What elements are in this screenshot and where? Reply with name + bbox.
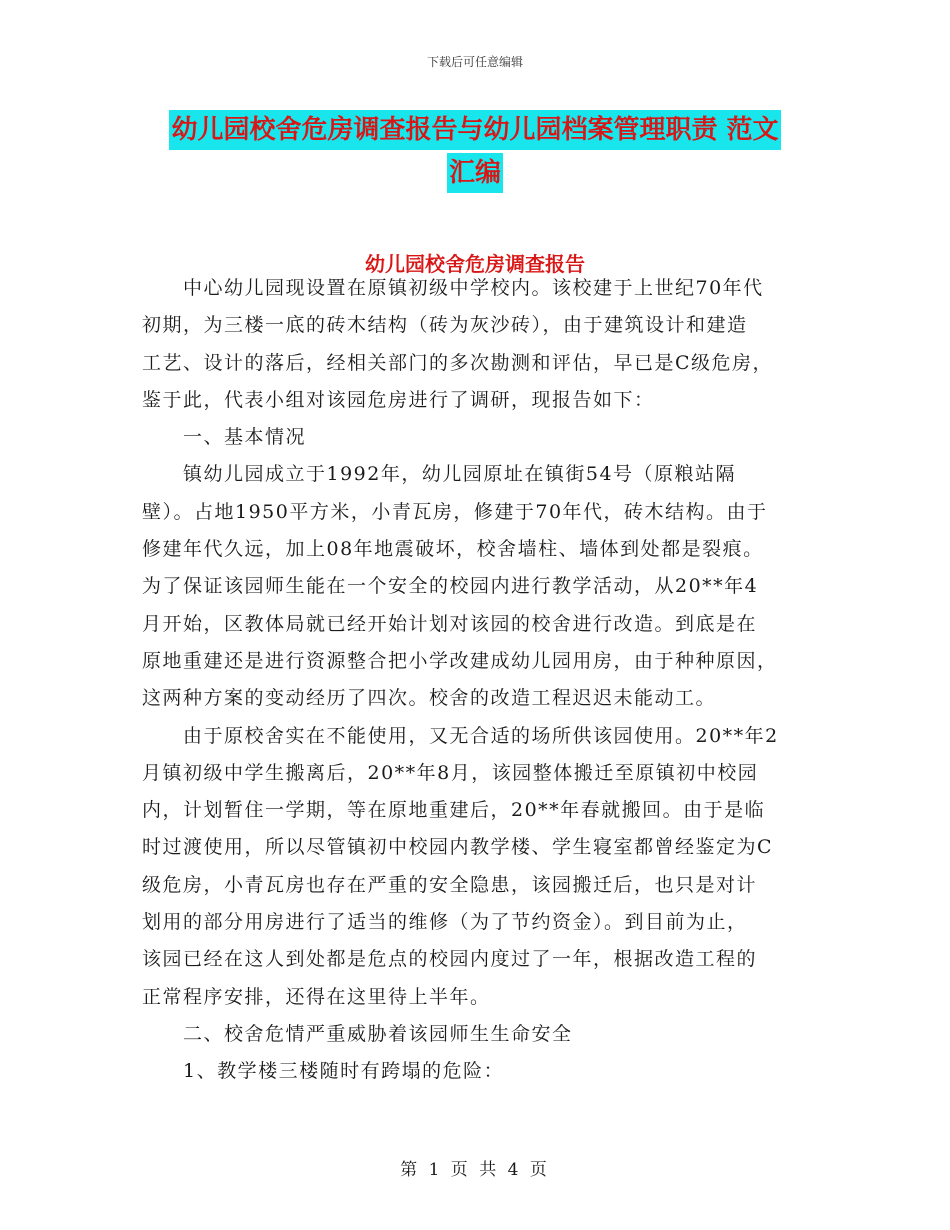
heading-line: 一、基本情况	[142, 426, 307, 449]
paragraph-line: 壁）。占地1950平方米，小青瓦房，修建于70年代，砖木结构。由于	[142, 500, 768, 523]
heading-line: 二、校舍危情严重威胁着该园师生生命安全	[142, 1022, 573, 1045]
paragraph-line: 这两种方案的变动经历了四次。校舍的改造工程迟迟未能动工。	[142, 687, 717, 710]
paragraph-line: 时过渡使用，所以尽管镇初中校园内教学楼、学生寝室都曾经鉴定为C	[142, 836, 774, 859]
paragraph-line: 月开始，区教体局就已经开始计划对该园的校舍进行改造。到底是在	[142, 612, 758, 635]
paragraph-line: 镇幼儿园成立于1992年，幼儿园原址在镇街54号（原粮站隔	[142, 463, 737, 486]
body-text	[142, 270, 810, 1091]
paragraph-line: 月镇初级中学生搬离后，20**年8月，该园整体搬迁至原镇初中校园	[142, 761, 759, 784]
paragraph-line: 原地重建还是进行资源整合把小学改建成幼儿园用房，由于种种原因，	[142, 649, 778, 672]
document-title	[140, 110, 810, 196]
heading-line: 1、教学楼三楼随时有跨塌的危险：	[142, 1060, 505, 1083]
paragraph-line: 由于原校舍实在不能使用，又无合适的场所供该园使用。20**年2	[142, 724, 779, 747]
header-note: 下载后可任意编辑	[426, 55, 523, 69]
paragraph-line: 中心幼儿园现设置在原镇初级中学校内。该校建于上世纪70年代	[142, 277, 764, 299]
paragraph-line: 划用的部分用房进行了适当的维修（为了节约资金）。到目前为止，	[142, 911, 748, 934]
paragraph-line: 内，计划暂住一学期，等在原地重建后，20**年春就搬回。由于是临	[142, 799, 766, 822]
section-title: 幼儿园校舍危房调查报告	[365, 252, 585, 276]
paragraph-line: 工艺、设计的落后，经相关部门的多次勘测和评估，早已是C级危房，	[142, 351, 774, 374]
paragraph-line: 初期，为三楼一底的砖木结构（砖为灰沙砖），由于建筑设计和建造	[142, 314, 748, 337]
paragraph-line: 鉴于此，代表小组对该园危房进行了调研，现报告如下：	[142, 388, 655, 411]
paragraph-line: 级危房，小青瓦房也存在严重的安全隐患，该园搬迁后，也只是对计	[142, 873, 758, 896]
paragraph-line: 正常程序安排，还得在这里待上半年。	[142, 985, 491, 1008]
page-footer: 第 1 页 共 4 页	[400, 1160, 550, 1180]
title-line-1: 幼儿园校舍危房调查报告与幼儿园档案管理职责 范文	[169, 110, 780, 150]
paragraph-line: 为了保证该园师生能在一个安全的校园内进行教学活动，从20**年4	[142, 575, 759, 598]
title-line-2: 汇编	[447, 153, 503, 193]
paragraph-line: 修建年代久远，加上08年地震破坏，校舍墙柱、墙体到处都是裂痕。	[142, 538, 764, 561]
paragraph-line: 该园已经在这人到处都是危点的校园内度过了一年，根据改造工程的	[142, 948, 758, 971]
